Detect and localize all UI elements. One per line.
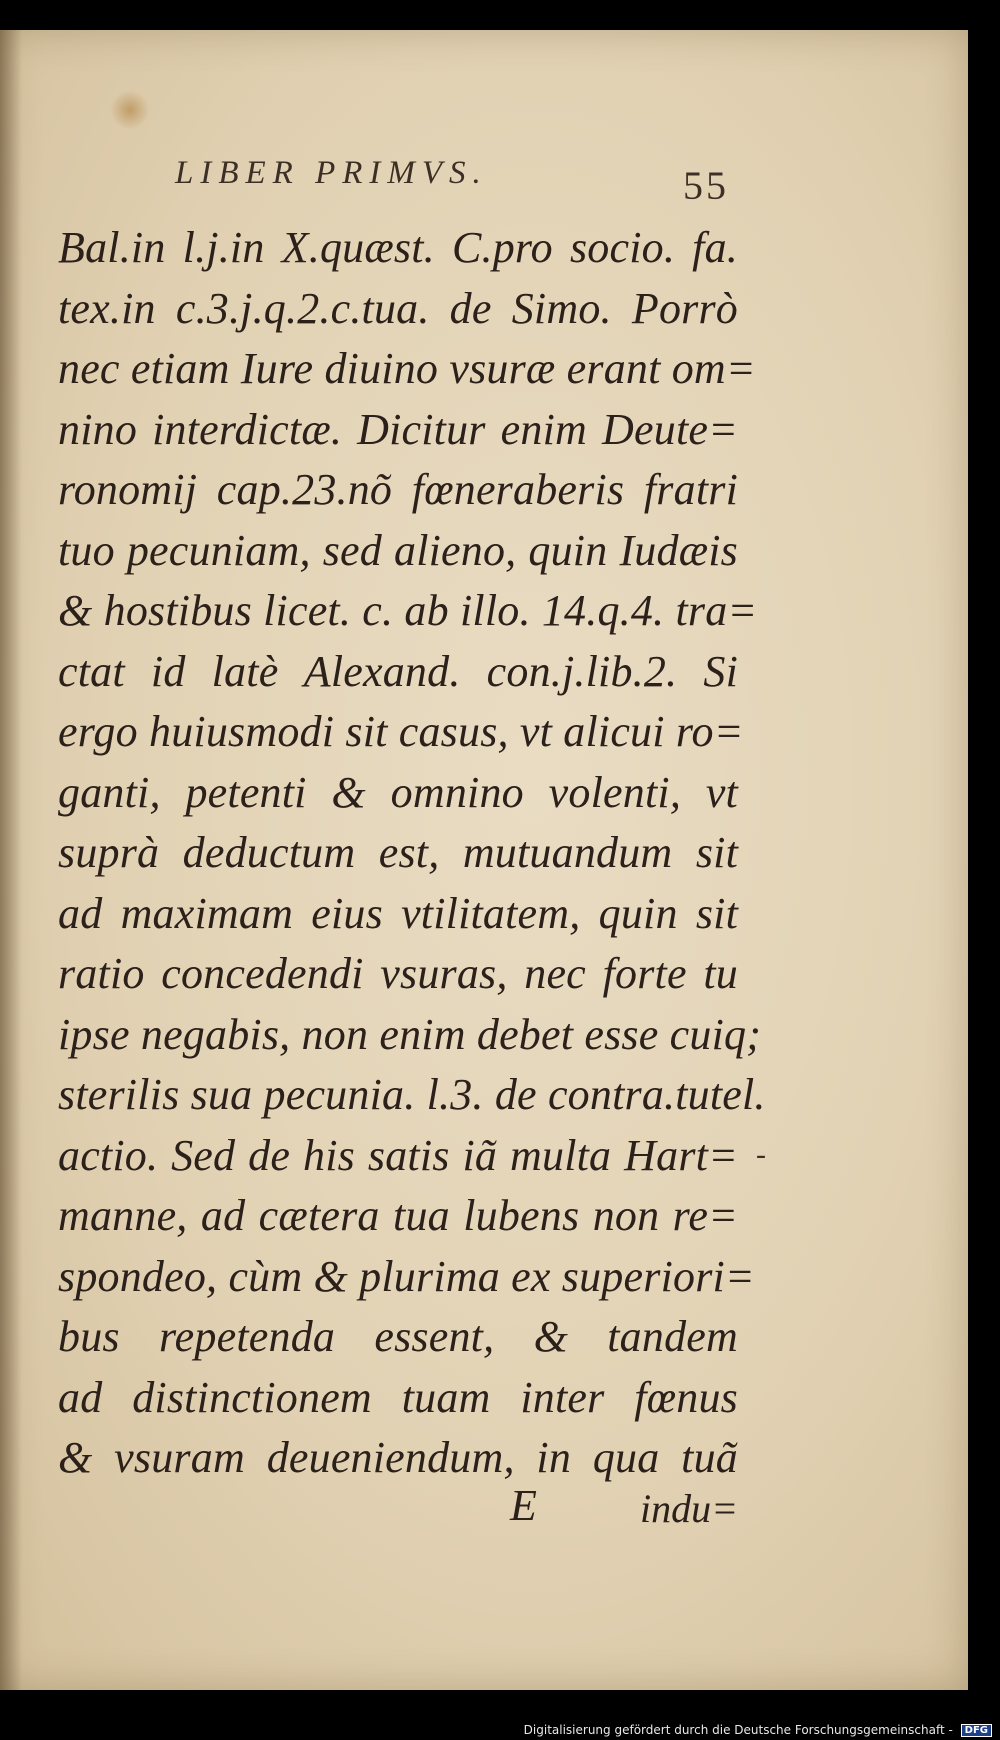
text-line: tex.in c.3.j.q.2.c.tua. de Simo. Porrò [58, 283, 738, 333]
catchword: indu= [640, 1486, 739, 1531]
text-line: sterilis sua pecunia. l.3. de contra.tutel. [58, 1070, 766, 1119]
text-line: suprà deductum est, mutuandum sit [58, 828, 738, 877]
text-line: bus repetenda essent, & tandem [58, 1312, 738, 1361]
text-line: spondeo, cùm & plurima ex superiori= [58, 1251, 755, 1301]
text-line: & vsuram deueniendum, in qua tuã [58, 1433, 738, 1482]
text-line: actio. Sed de his satis iã multa Hart= [58, 1130, 738, 1180]
body-text [58, 218, 766, 1489]
text-line: ronomij cap.23.nõ fœneraberis fratri [58, 465, 738, 514]
text-line: ergo huiusmodi sit casus, vt alicui ro= [58, 707, 744, 756]
running-title: LIBER PRIMVS. [175, 155, 488, 191]
text-line: nec etiam Iure diuino vsuræ erant om= [58, 344, 756, 393]
attribution-text: Digitalisierung gefördert durch die Deutsche Forschungsgemeinschaft - [523, 1723, 953, 1737]
page-number: 55 [683, 163, 729, 208]
paper-stain [110, 90, 150, 130]
book-page [0, 30, 968, 1690]
text-line: nino interdictæ. Dicitur enim Deute= [58, 404, 738, 454]
text-line: ipse negabis, non enim debet esse cuiq; [58, 1009, 762, 1059]
margin-mark: - [756, 1138, 766, 1171]
signature-mark: E [510, 1481, 537, 1530]
text-line: & hostibus licet. c. ab illo. 14.q.4. tra= [58, 586, 758, 635]
text-line: tuo pecuniam, sed alieno, quin Iudæis [58, 525, 738, 575]
text-line: manne, ad cætera tua lubens non re= [58, 1191, 738, 1240]
text-line: Bal.in l.j.in X.quæst. C.pro socio. fa. [58, 223, 738, 272]
text-line: ad distinctionem tuam inter fœnus [58, 1372, 738, 1422]
attribution-footer [524, 1723, 992, 1737]
text-line: ad maximam eius vtilitatem, quin sit [58, 888, 738, 938]
text-line: ctat id latè Alexand. con.j.lib.2. Si [58, 646, 738, 696]
dfg-logo-icon: DFG [961, 1724, 992, 1737]
text-line: ratio concedendi vsuras, nec forte tu [58, 949, 738, 998]
text-line: ganti, petenti & omnino volenti, vt [58, 767, 738, 817]
